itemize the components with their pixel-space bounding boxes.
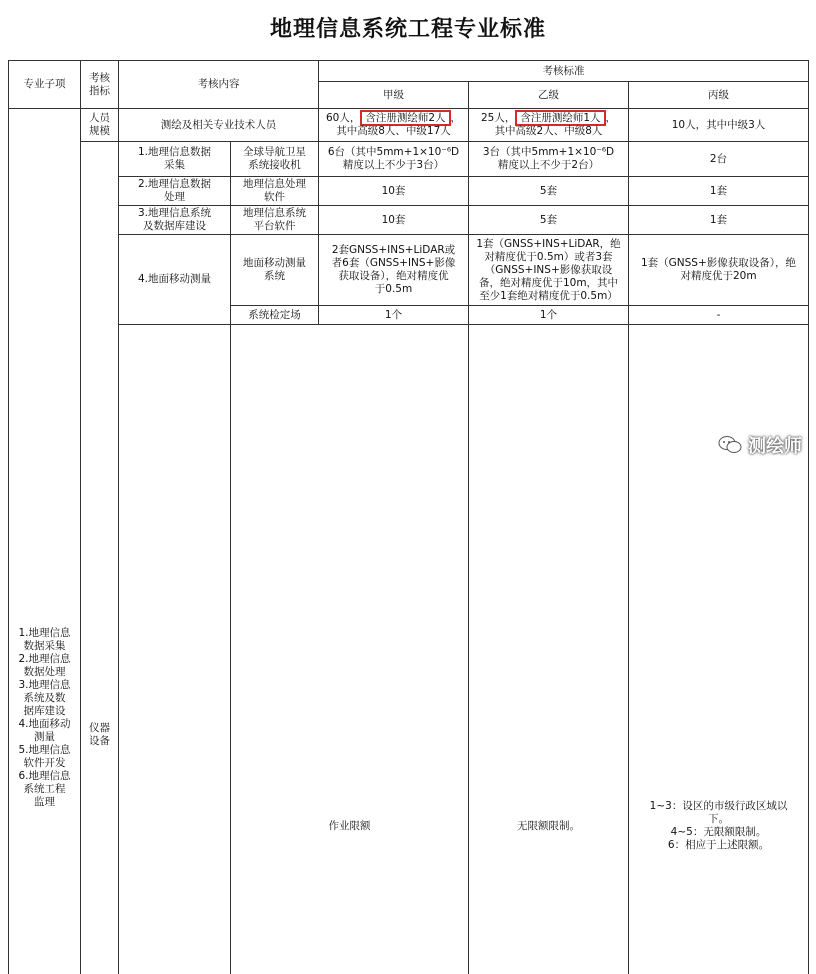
personnel-b-suffix: ， 其中高级2人、中级8人 <box>495 112 616 137</box>
equipment-item: 1.地理信息数据 采集 <box>119 142 231 177</box>
wechat-icon <box>718 435 742 455</box>
personnel-b-prefix: 25人， <box>481 112 515 124</box>
personnel-indicator: 人员 规模 <box>81 109 119 142</box>
equipment-grade-b: 3台（其中5mm+1×10⁻⁶D 精度以上不少于2台） <box>469 142 629 177</box>
operation-indicator-blank <box>119 325 231 974</box>
operation-content: 作业限额 <box>231 325 469 974</box>
operation-grade-a: 无限额限制。 <box>469 325 629 974</box>
standard-table <box>8 60 809 974</box>
header-sub-item: 专业子项 <box>9 61 81 109</box>
equipment-grade-b: 5套 <box>469 206 629 235</box>
equipment-item: 3.地理信息系统 及数据库建设 <box>119 206 231 235</box>
mobile-grade-a: 2套GNSS+INS+LiDAR或 者6套（GNSS+INS+影像 获取设备），绝对精度优 于0.5m <box>319 235 469 306</box>
personnel-grade-c: 10人，其中中级3人 <box>629 109 809 142</box>
mobile-grade-b: 1套（GNSS+INS+LiDAR，绝 对精度优于0.5m）或者3套 （GNSS+INS+影像获取设 备，绝对精度优于10m，其中 至少1套绝对精度优于0.5m） <box>469 235 629 306</box>
personnel-a-prefix: 60人， <box>326 112 360 124</box>
header-grade-b: 乙级 <box>469 82 629 109</box>
registered-surveyor-highlight: 含注册测绘师2人 <box>360 110 450 126</box>
header-grade-a: 甲级 <box>319 82 469 109</box>
page-title: 地理信息系统工程专业标准 <box>0 12 816 43</box>
calibration-grade-c: - <box>629 306 809 325</box>
personnel-grade-b <box>469 109 629 142</box>
equipment-indicator: 仪器 设备 <box>81 142 119 974</box>
equipment-grade-c: 2台 <box>629 142 809 177</box>
equipment-item: 2.地理信息数据 处理 <box>119 177 231 206</box>
header-indicator: 考核 指标 <box>81 61 119 109</box>
equipment-device: 全球导航卫星 系统接收机 <box>231 142 319 177</box>
equipment-grade-c: 1套 <box>629 177 809 206</box>
header-content: 考核内容 <box>119 61 319 109</box>
equipment-grade-a: 6台（其中5mm+1×10⁻⁶D 精度以上不少于3台） <box>319 142 469 177</box>
equipment-device: 地理信息系统 平台软件 <box>231 206 319 235</box>
calibration-grade-b: 1个 <box>469 306 629 325</box>
operation-grade-b: 1~3：设区的市级行政区域以 下。 4~5：无限额限制。 6：相应于上述限额。 <box>629 325 809 974</box>
personnel-content: 测绘及相关专业技术人员 <box>119 109 319 142</box>
equipment-device: 地理信息处理 软件 <box>231 177 319 206</box>
calibration-field-device: 系统检定场 <box>231 306 319 325</box>
equipment-grade-a: 10套 <box>319 177 469 206</box>
equipment-grade-c: 1套 <box>629 206 809 235</box>
registered-surveyor-highlight: 含注册测绘师1人 <box>515 110 605 126</box>
sub-item-list: 1.地理信息 数据采集 2.地理信息 数据处理 3.地理信息 系统及数 据库建设 4.地面移动 测量 5.地理信息 软件开发 6.地理信息 系统工程 监理 <box>9 109 81 974</box>
personnel-a-suffix: ， 其中高级8人、中级17人 <box>336 112 461 137</box>
calibration-grade-a: 1个 <box>319 306 469 325</box>
watermark <box>718 432 802 458</box>
watermark-text: 测绘师 <box>748 432 802 458</box>
header-standard: 考核标准 <box>319 61 809 82</box>
equipment-grade-b: 5套 <box>469 177 629 206</box>
mobile-survey-device: 地面移动测量 系统 <box>231 235 319 306</box>
equipment-grade-a: 10套 <box>319 206 469 235</box>
mobile-survey-item: 4.地面移动测量 <box>119 235 231 325</box>
mobile-grade-c: 1套（GNSS+影像获取设备），绝 对精度优于20m <box>629 235 809 306</box>
header-grade-c: 丙级 <box>629 82 809 109</box>
personnel-grade-a <box>319 109 469 142</box>
